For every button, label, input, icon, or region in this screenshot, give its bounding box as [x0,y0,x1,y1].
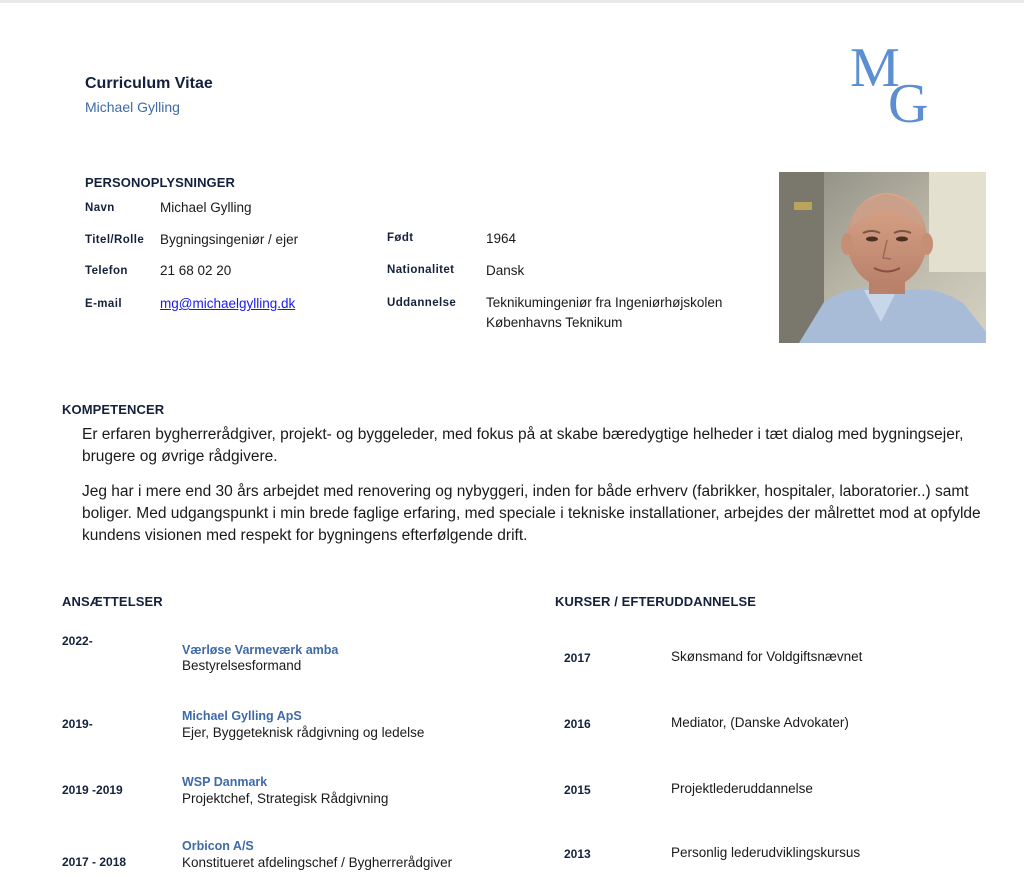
course-name: Projektlederuddannelse [671,781,813,796]
document-title: Curriculum Vitae [85,75,213,92]
education-label: Uddannelse [387,297,457,309]
svg-text:G: G [888,73,929,128]
competences-heading: KOMPETENCER [62,402,165,417]
competences-paragraph-2: Jeg har i mere end 30 års arbejdet med renovering og nybyggeri, inden for både erhverv (fabrikker, hospitaler, laboratorier..) samt boliger. Med udgangspunkt i min brede faglige erfaring, med speciale i tekniske installationer, arbejdes der målrettet mod at opfylde kundens visionen med respekt for bygningens efterfølgende drift. [82,483,981,544]
svg-text:M: M [850,38,900,99]
title-value: Bygningsingeniør / ejer [160,232,299,247]
competences-paragraph-1: Er erfaren bygherrerådgiver, projekt- og byggeleder, med fokus på at skabe bæredygtige helheder i tæt dialog med bygningsejer, brugere og øvrige rådgivere. [82,426,964,465]
employment-company: Orbicon A/S [182,839,254,853]
employment-company: Værløse Varmeværk amba [182,643,339,657]
course-name: Mediator, (Danske Advokater) [671,715,849,730]
name-value: Michael Gylling [160,200,252,215]
mg-logo [848,38,948,128]
page-top-border [0,0,1024,3]
employment-role: Bestyrelsesformand [182,658,302,673]
nationality-value: Dansk [486,263,525,278]
portrait-photo [779,172,986,343]
education-line-2: Københavns Teknikum [486,315,623,330]
born-label: Født [387,232,414,244]
course-year: 2016 [564,717,591,731]
email-label: E-mail [85,298,122,310]
courses-heading: KURSER / EFTERUDDANNELSE [555,594,757,609]
course-year: 2015 [564,783,591,797]
course-year: 2017 [564,651,591,665]
document-subtitle: Michael Gylling [85,99,180,115]
education-line-1: Teknikumingeniør fra Ingeniørhøjskolen [486,295,723,310]
employment-years: 2019- [62,717,93,731]
phone-label: Telefon [85,265,128,277]
phone-value: 21 68 02 20 [160,263,232,278]
born-value: 1964 [486,231,517,246]
employment-years: 2017 - 2018 [62,855,127,869]
course-year: 2013 [564,847,591,861]
personal-heading: PERSONOPLYSNINGER [85,175,236,190]
course-name: Personlig lederudviklingskursus [671,845,861,860]
employment-heading: ANSÆTTELSER [62,594,163,609]
employment-years: 2022- [62,634,93,648]
employment-role: Ejer, Byggeteknisk rådgivning og ledelse [182,725,425,740]
employment-years: 2019 -2019 [62,783,123,797]
employment-role: Projektchef, Strategisk Rådgivning [182,791,389,806]
title-label: Titel/Rolle [85,234,145,246]
nationality-label: Nationalitet [387,264,455,276]
employment-company: Michael Gylling ApS [182,709,302,723]
employment-role: Konstitueret afdelingschef / Bygherrerådgiver [182,855,453,870]
email-link[interactable]: mg@michaelgylling.dk [160,296,296,311]
name-label: Navn [85,202,115,214]
employment-company: WSP Danmark [182,775,268,789]
course-name: Skønsmand for Voldgiftsnævnet [671,649,863,664]
